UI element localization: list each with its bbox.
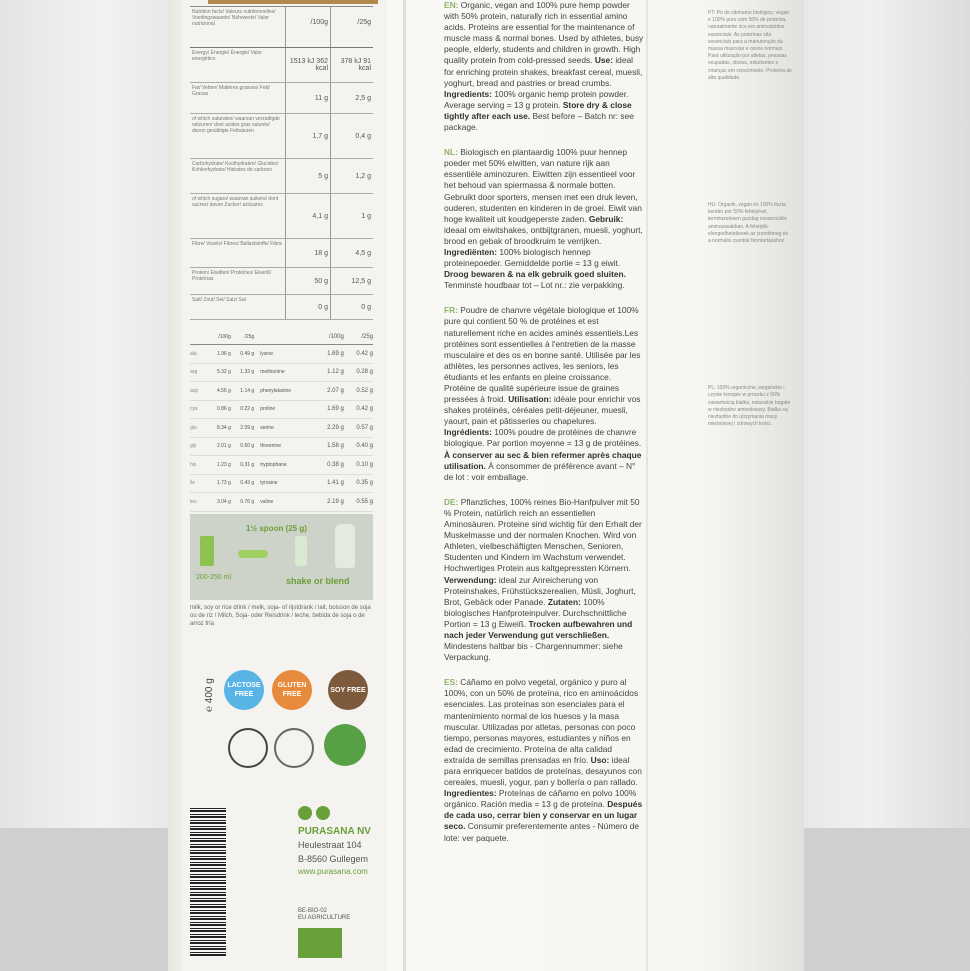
amino-value: 0.43 g xyxy=(240,480,255,487)
gluten-free-badge: GLUTEN FREE xyxy=(272,670,312,710)
nutrition-row xyxy=(190,48,373,83)
nutrient-value-100g: 4,1 g xyxy=(286,194,331,238)
amino-col: /100g xyxy=(218,334,231,340)
bold-text: Gebruik: xyxy=(588,213,624,224)
amino-name: arg xyxy=(190,369,198,376)
amino-value: 0.76 g xyxy=(240,498,255,505)
amino-value: 3.04 g xyxy=(216,498,231,505)
nutrient-value-100g: 50 g xyxy=(286,268,331,294)
amino-name: valine xyxy=(260,498,274,505)
nutrient-value-25g: 4,5 g xyxy=(355,249,371,257)
top-band xyxy=(208,0,378,4)
body-text: 100% organic hemp protein powder. Average serving = 13 g protein. xyxy=(444,88,629,110)
barcode xyxy=(190,806,226,956)
amino-value: 2.01 g xyxy=(216,443,231,450)
nutrient-value-100g: 0 g xyxy=(286,295,331,319)
eu-organic-text xyxy=(298,908,350,922)
nutrition-table xyxy=(190,6,373,320)
company-city: B-8560 Gullegem xyxy=(298,854,369,864)
amino-value: 1.69 g xyxy=(327,406,344,413)
amino-value: 1.69 g xyxy=(327,350,344,357)
amino-value: 1.14 g xyxy=(240,387,255,394)
amino-value: 1.23 g xyxy=(216,461,231,468)
nutrient-value-100g: 18 g xyxy=(286,239,331,267)
body-text: Pflanzliches, 100% reines Bio-Hanfpulver mit 50 % Protein, natürlich reich an essentiellen Aminosäuren. Proteine sind wichtig für den Erhalt der Muskelmasse und der normalen Knochen. Wird von Athleten, vielbeschäftigten Menschen, Senioren, Studenten und Kindern im Wachstum verwendet. Hochwertiges Protein aus kaltgepressten Körnern. xyxy=(444,496,642,574)
body-text: ideal for enriching protein shakes, breakfast cereal, muesli, yoghurt, bread and pastries or bread crumbs. xyxy=(444,55,643,88)
nutrient-name: of which sugars/ waarvan suikers/ dont sucres/ davon Zucker/ azúcares xyxy=(190,194,286,238)
bold-text: Ingredients: xyxy=(444,88,492,99)
amino-value: 1.96 g xyxy=(216,350,231,357)
lang-tag: EN: xyxy=(444,0,459,10)
background-right xyxy=(802,0,970,971)
prep-spoon-label: 1½ spoon (25 g) xyxy=(246,524,307,533)
nutrient-value-25g: 0,4 g xyxy=(355,132,371,140)
company-website: www.purasana.com xyxy=(298,867,368,876)
amino-name: his xyxy=(190,461,197,468)
amino-row xyxy=(190,419,373,438)
amino-col: /25g xyxy=(244,334,255,340)
bold-text: Después de cada uso, cerrar bien y conservar en un lugar seco. xyxy=(444,799,643,832)
amino-row xyxy=(190,401,373,420)
amino-row xyxy=(190,493,373,512)
amino-value: 0.40 g xyxy=(356,443,373,450)
body-text: 100% biologisch hennep proteinepoeder. Gemiddelde portie = 13 g eiwit. xyxy=(444,246,621,269)
amino-name: ile xyxy=(190,480,196,487)
spoon-icon xyxy=(238,550,268,558)
amino-value: 1.73 g xyxy=(216,480,231,487)
amino-row xyxy=(190,382,373,401)
bold-text: Store dry & close tightly after each use. xyxy=(444,99,632,121)
recycle-icon xyxy=(324,724,366,766)
nutrient-value-25g: 1,2 g xyxy=(355,172,371,180)
amino-value: 5.32 g xyxy=(216,369,231,376)
nutrition-row xyxy=(190,194,373,239)
nutrient-name: Carbohydrate/ Koolhydraten/ Glucides/ Kohlenhydrate/ Hidratos de carbono xyxy=(190,159,286,193)
nutrition-header-label: Nutrition facts/ Valeurs nutritionnelles/ Voedingswaarde/ Nährwerte/ Valor nutricional xyxy=(190,7,286,47)
amino-header xyxy=(190,330,373,345)
amino-col: /25g xyxy=(361,334,373,340)
nutrient-value-25g: 2,5 g xyxy=(355,94,371,102)
body-text: Cáñamo en polvo vegetal, orgánico y puro al 100%, con un 50% de proteína, rico en aminoácidos esenciales. Las proteínas son esenciales para el mantenimiento normal de los huesos y la masa muscular. Utilizadas por atletas, personas con poco tiempo, personas mayores, estudiantes y niños en edad de crecimiento. Proteína de alta calidad extraída de semillas prensadas en frío. xyxy=(444,677,639,765)
amino-value: 2.09 g xyxy=(240,424,255,431)
nutrient-name: Energy/ Energie/ Énergie/ Valor energético xyxy=(190,48,286,82)
eu-agri: EU AGRICULTURE xyxy=(298,915,351,921)
nutrient-value-100g: 1,7 g xyxy=(286,114,331,158)
amino-row xyxy=(190,475,373,494)
lang-tag: FR: xyxy=(444,305,458,316)
amino-value: 2.19 g xyxy=(327,498,344,505)
body-text: ideal para enriquecer batidos de proteínas, desayunos con cereales, muesli, yogur, pan y bollería o pan rallado. xyxy=(444,754,642,788)
amino-value: 4.56 g xyxy=(216,387,231,394)
amino-name: tryptophane xyxy=(260,461,287,468)
background-left xyxy=(0,0,168,971)
amino-value: 8.34 g xyxy=(216,424,231,431)
body-text: À consommer de préférence avant – N° de lot : voir emballage. xyxy=(444,460,636,482)
amino-value: 2.29 g xyxy=(327,424,344,431)
bold-text: Use: xyxy=(594,55,613,66)
amino-value: 0.22 g xyxy=(240,406,255,413)
amino-value: 0.42 g xyxy=(356,350,373,357)
body-text: Tenminste houdbaar tot – Lot nr.: zie verpakking. xyxy=(444,280,625,291)
nutrient-value-25g: 1 g xyxy=(361,212,371,220)
amino-value: 0.52 g xyxy=(356,387,373,394)
bold-text: Ingrédients: xyxy=(444,427,492,438)
bold-text: Droog bewaren & na elk gebruik goed sluiten. xyxy=(444,269,626,280)
soy-free-badge: SOY FREE xyxy=(328,670,368,710)
eu-code: BE-BIO-02 xyxy=(298,908,328,914)
blender-icon xyxy=(335,524,355,568)
nutrition-col-100g: /100g xyxy=(286,7,331,47)
side-text-pl: PL: 100% organiczne, wegańskie i czyste konopie w proszku z 50% zawartością białka, naturalnie bogate w niezbędne aminokwasy. Białka są niezbędne do utrzymania masy mięśniowej i zdrowych kości. xyxy=(708,385,791,428)
body-text: ideaal om eiwitshakes, ontbijtgranen, muesli, yoghurt, brood en gebak of broodkruim te verrijken. xyxy=(444,224,643,246)
amino-row xyxy=(190,456,373,475)
lang-tag: DE: xyxy=(444,496,459,507)
nutrition-row xyxy=(190,159,373,194)
side-text-pt: PT: Pó de cânhamo biológico, vegan e 100% puro com 50% de proteína, naturalmente rico em aminoácidos essenciais. As proteínas são essenciais para a manutenção da massa muscular e ossos normais. Para utilização por atletas, pessoas ocupadas, idosos, estudantes e crianças em crescimento. Proteína de alta qualidade. xyxy=(708,10,792,81)
amino-value: 0.49 g xyxy=(240,350,255,357)
amino-name: leu xyxy=(190,498,197,505)
side-text-column xyxy=(708,0,792,444)
bold-text: Zutaten: xyxy=(547,596,581,607)
amino-value: 0.86 g xyxy=(216,406,231,413)
eu-organic-leaf-icon xyxy=(298,928,342,958)
amino-value: 1.58 g xyxy=(327,443,344,450)
text-es xyxy=(444,677,644,843)
net-weight: ℮ 400 g xyxy=(204,678,215,712)
nutrient-value-100g: 11 g xyxy=(286,83,331,113)
bold-text: Verwendung: xyxy=(444,574,497,585)
product-label xyxy=(168,0,804,971)
amino-row xyxy=(190,364,373,383)
nutrient-value-25g: 12,5 g xyxy=(351,277,371,285)
body-text: Consumir preferentemente antes - Número de lote: ver paquete. xyxy=(444,821,640,843)
bold-text: Utilisation: xyxy=(508,394,552,405)
amino-value: 1.12 g xyxy=(327,369,344,376)
panel-divider xyxy=(403,0,406,971)
nutrition-row xyxy=(190,83,373,114)
lang-tag: ES: xyxy=(444,677,458,688)
nutrition-row xyxy=(190,239,373,268)
prep-ml-label: 200-250 ml xyxy=(196,574,232,581)
nutrition-header xyxy=(190,7,373,48)
nutrient-name: of which saturates/ waarvan verzadigde vetzuren/ dont acides gras saturés/ davon gesättigte Fettsäuren xyxy=(190,114,286,158)
amino-name: cys xyxy=(190,406,198,413)
amino-name: serine xyxy=(260,424,274,431)
text-nl xyxy=(444,147,644,291)
amino-name: gly xyxy=(190,443,197,450)
bold-text: Uso: xyxy=(590,754,610,765)
company-street: Heulestraat 104 xyxy=(298,840,362,850)
amino-row xyxy=(190,345,373,364)
body-text: 100% poudre de protéines de chanvre biologique. Par portion moyenne = 13 g de protéines. xyxy=(444,427,642,449)
nutrient-name: Salt/ Zout/ Sel/ Salz/ Sal xyxy=(190,295,286,319)
amino-value: 0.38 g xyxy=(327,461,344,468)
text-de xyxy=(444,497,644,663)
lactose-free-badge: LACTOSE FREE xyxy=(224,670,264,710)
prep-shake-label: shake or blend xyxy=(286,576,350,586)
body-text: Best before – Batch nr: see package. xyxy=(444,110,634,133)
nutrient-value-100g: 1513 kJ 362 kcal xyxy=(286,48,331,82)
nutrition-row xyxy=(190,295,373,320)
amino-name: ala xyxy=(190,350,197,357)
body-text: Poudre de chanvre végétale biologique et 100% pure qui contient 50 % de protéines et est naturellement riche en acides aminés essentiels.Les protéines sont essentielles à l'entretien de la masse musculaire et des os en bonne santé. Utilisée par les athlètes, les personnes actives, les seniors, les étudiants et les enfants en pleine croissance. Protéine de qualité supérieure issue de graines pressées à froid. xyxy=(444,305,641,405)
body-text: Mindestens haltbar bis - Chargennummer: siehe Verpackung. xyxy=(444,641,623,663)
amino-value: 0.57 g xyxy=(356,424,373,431)
amino-name: proline xyxy=(260,406,276,413)
text-en xyxy=(444,0,644,133)
amino-row xyxy=(190,438,373,457)
amino-value: 2.07 g xyxy=(327,387,344,394)
amino-value: 1.33 g xyxy=(240,369,255,376)
amino-value: 0.28 g xyxy=(356,369,373,376)
company-block xyxy=(298,804,371,876)
amino-name: lysine xyxy=(260,350,273,357)
body-text: ideal zur Anreicherung von Proteinshakes, Frühstückszerealien, Müsli, Joghurt, Brot, Gebäck oder Panade. xyxy=(444,574,636,607)
amino-col: /100g xyxy=(328,334,344,340)
panel-divider-right xyxy=(646,0,648,971)
amino-value: 1.41 g xyxy=(327,480,344,487)
amino-value: 0.10 g xyxy=(356,461,373,468)
lang-tag: NL: xyxy=(444,147,458,158)
body-text: Biologisch en plantaardig 100% puur hennep poeder met 50% eiwitten, van nature rijk aan essentiële aminozuren. Eiwitten zijn essentieel voor het behoud van spiermassa & normale botten. Gebruikt door sporters, mensen met een druk leven, ouderen, studenten en kinderen in de groei. Eiwit van hoge kwaliteit uit koudgeperste zaden. xyxy=(444,147,642,224)
company-name: PURASANA NV xyxy=(298,826,371,837)
amino-value: 0.31 g xyxy=(240,461,255,468)
text-fr xyxy=(444,305,644,483)
amino-name: tyrosine xyxy=(260,480,278,487)
preparation-panel xyxy=(190,514,373,600)
amino-name: phenylalanine xyxy=(260,387,292,394)
bold-text: À conserver au sec & bien refermer après chaque utilisation. xyxy=(444,449,642,471)
amino-value: 0.35 g xyxy=(356,480,373,487)
nutrient-name: Protein/ Eiwitten/ Protéines/ Eiweiß/ Proteínas xyxy=(190,268,286,294)
nutrition-col-25g: /25g xyxy=(357,19,371,26)
bold-text: Ingrediënten: xyxy=(444,246,498,257)
amino-value: 0.50 g xyxy=(240,443,255,450)
body-text: Organic, vegan and 100% pure hemp powder with 50% protein, naturally rich in essential amino acids. Proteins are essential for the maintenance of muscle mass & normal bones. Used by athletes, busy people, elderly, students and children in growth. High quality protein from cold-pressed seeds. xyxy=(444,0,644,66)
body-text: Proteínas de cáñamo en polvo 100% orgánico. Ración media = 13 g de proteína. xyxy=(444,788,637,810)
amino-value: 0.55 g xyxy=(356,498,373,505)
nutrition-row xyxy=(190,114,373,159)
nutrition-row xyxy=(190,268,373,295)
glass-icon xyxy=(200,536,214,566)
kosher-icon xyxy=(228,728,268,768)
amino-name: methionine xyxy=(260,369,285,376)
nutrient-value-25g: 0 g xyxy=(361,303,371,311)
nutrient-value-100g: 5 g xyxy=(286,159,331,193)
nutrient-name: Fibre/ Vezels/ Fibres/ Ballaststoffe/ Fibra xyxy=(190,239,286,267)
liquid-text: milk, soy or rice drink / melk, soja- of rijstdrank / lait, boisson de soja ou de riz / Milch, Soja- oder Reisdrink / leche, bebida de soja o de arroz fría xyxy=(190,605,371,627)
amino-value: 0.42 g xyxy=(356,406,373,413)
bold-text: Trocken aufbewahren und nach jeder Verwendung gut verschließen. xyxy=(444,618,633,640)
bold-text: Ingredientes: xyxy=(444,788,497,799)
shaker-icon xyxy=(295,536,307,566)
description-column xyxy=(444,0,644,858)
amino-name: threonine xyxy=(260,443,282,450)
body-text: idéale pour enrichir vos shakes protéinés, céréales petit-déjeuner, muesli, yaourt, pain et pâtisseries ou chapelures. xyxy=(444,394,641,427)
body-text: 100% biologisches Hanfproteinpulver. Durchschnittliche Portion = 13 g Eiweiß. xyxy=(444,596,627,629)
amino-name: glu xyxy=(190,424,197,431)
side-text-hu: HU: Organik, vegan és 100% tiszta kender por 50% fehérjével, természetesen gazdag esszenciális aminosavakban. A fehérjék elengedhetetlenek az izomtömeg és a normális csontok fenntartásához. xyxy=(708,202,789,245)
nutrient-value-25g: 378 kJ 91 kcal xyxy=(340,58,371,72)
amino-name: asp xyxy=(190,387,199,394)
amino-acid-table xyxy=(190,330,373,512)
nutrient-name: Fat/ Vetten/ Matières grasses/ Fett/ Grasas xyxy=(190,83,286,113)
vegan-icon xyxy=(274,728,314,768)
